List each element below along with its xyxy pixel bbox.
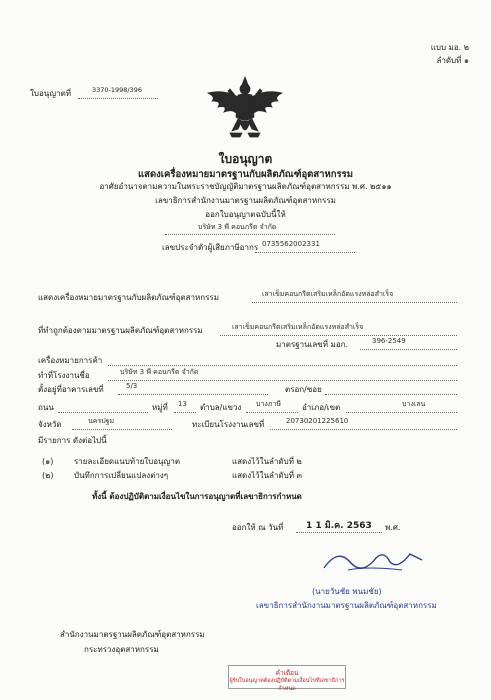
warning-title: คำเตือน: [275, 669, 299, 677]
product-name: เสาเข็มคอนกรีตเสริมเหล็กอัดแรงหล่อสำเร็จ: [262, 290, 394, 298]
district: บางเลน: [402, 400, 426, 408]
form-code: แบบ มอ. ๒: [430, 43, 469, 52]
tax-id-label: เลขประจำตัวผู้เสียภาษีอากร: [162, 243, 259, 252]
secretary-line: เลขาธิการสำนักงานมาตรฐานผลิตภัณฑ์อุตสาหกรรม: [155, 196, 336, 205]
registration-label: ทะเบียนโรงงานเลขที่: [192, 420, 265, 429]
authority-line: อาศัยอำนาจตามความในพระราชบัญญัติมาตรฐานผลิตภัณฑ์อุตสาหกรรม พ.ศ. ๒๕๑๑: [99, 182, 392, 191]
district-label: อำเภอ/เขต: [302, 403, 341, 412]
office-line-2: กระทรวงอุตสาหกรรม: [84, 645, 159, 654]
tax-id: 0735562002331: [262, 240, 320, 248]
signer-title: เลขาธิการสำนักงานมาตรฐานผลิตภัณฑ์อุตสาหกรรม: [256, 601, 437, 610]
address-number: 5/3: [126, 382, 138, 390]
item1-reference: แสดงไว้ในลำดับที่ ๒: [232, 457, 302, 466]
standard-number-label: มาตรฐานเลขที่ มอก.: [276, 340, 349, 349]
signature-icon: [318, 540, 428, 578]
standard-label: ที่ทำถูกต้องตามมาตรฐานผลิตภัณฑ์อุตสาหกรรม: [38, 326, 203, 335]
trademark-label: เครื่องหมายการค้า: [38, 356, 103, 365]
address-number-label: ตั้งอยู่ที่อาคารเลขที่: [38, 385, 104, 394]
factory-name: บริษัท 3 พี คอนกรีต จำกัด: [120, 368, 199, 376]
alley-label: ตรอก/ซอย: [285, 385, 322, 394]
issued-label: ออกให้ ณ วันที่: [232, 523, 284, 532]
road-label: ถนน: [38, 403, 54, 412]
item2-reference: แสดงไว้ในลำดับที่ ๓: [232, 471, 302, 480]
province-label: จังหวัด: [38, 420, 62, 429]
province: นครปฐม: [88, 417, 115, 425]
moo: 13: [178, 400, 187, 408]
warning-box: [228, 665, 346, 692]
company-name: บริษัท 3 พี คอนกรีต จำกัด: [198, 223, 277, 231]
warning-text: ผู้รับใบอนุญาตต้องปฏิบัติตามเงื่อนไขที่เลขาธิการกำหนด: [229, 678, 345, 692]
condition-note: ทั้งนี้ ต้องปฏิบัติตามเงื่อนไขในการอนุญาตที่เลขาธิการกำหนด: [92, 492, 302, 501]
document-subtitle: แสดงเครื่องหมายมาตรฐานกับผลิตภัณฑ์อุตสาหกรรม: [138, 169, 353, 180]
issue-line: ออกใบอนุญาตฉบับนี้ให้: [205, 210, 286, 219]
registration-number: 20730201225610: [286, 417, 349, 425]
item2-number: (๒): [42, 471, 54, 480]
issued-date: 1 1 มิ.ค. 2563: [306, 521, 372, 531]
conditions-label: มีรายการ ดังต่อไปนี้: [38, 436, 107, 445]
form-sequence: ลำดับที่ ๑: [436, 56, 469, 65]
era-label: พ.ศ.: [385, 523, 401, 532]
standard-product: เสาเข็มคอนกรีตเสริมเหล็กอัดแรงหล่อสำเร็จ: [232, 323, 364, 331]
item2-text: บันทึกการเปลี่ยนแปลงต่างๆ: [74, 471, 169, 480]
mark-label: แสดงเครื่องหมายมาตรฐานกับผลิตภัณฑ์อุตสาหกรรม: [38, 293, 219, 302]
garuda-emblem-icon: [202, 75, 288, 143]
license-number-label: ใบอนุญาตที่: [30, 89, 72, 98]
moo-label: หมู่ที่: [152, 403, 168, 412]
document-title: ใบอนุญาต: [218, 152, 273, 166]
item1-number: (๑): [42, 457, 54, 466]
standard-number: 396-2549: [372, 337, 406, 345]
signer-name: (นายวันชัย พนมชัย): [312, 587, 382, 596]
office-line-1: สำนักงานมาตรฐานผลิตภัณฑ์อุตสาหกรรม: [60, 630, 205, 639]
item1-text: รายละเอียดแนบท้ายใบอนุญาต: [74, 457, 181, 466]
license-number: 3370-1998/396: [92, 86, 143, 94]
subdistrict-label: ตำบล/แขวง: [200, 403, 242, 412]
subdistrict: บางภาษี: [256, 400, 281, 408]
factory-label: ทำที่โรงงานชื่อ: [38, 371, 90, 380]
